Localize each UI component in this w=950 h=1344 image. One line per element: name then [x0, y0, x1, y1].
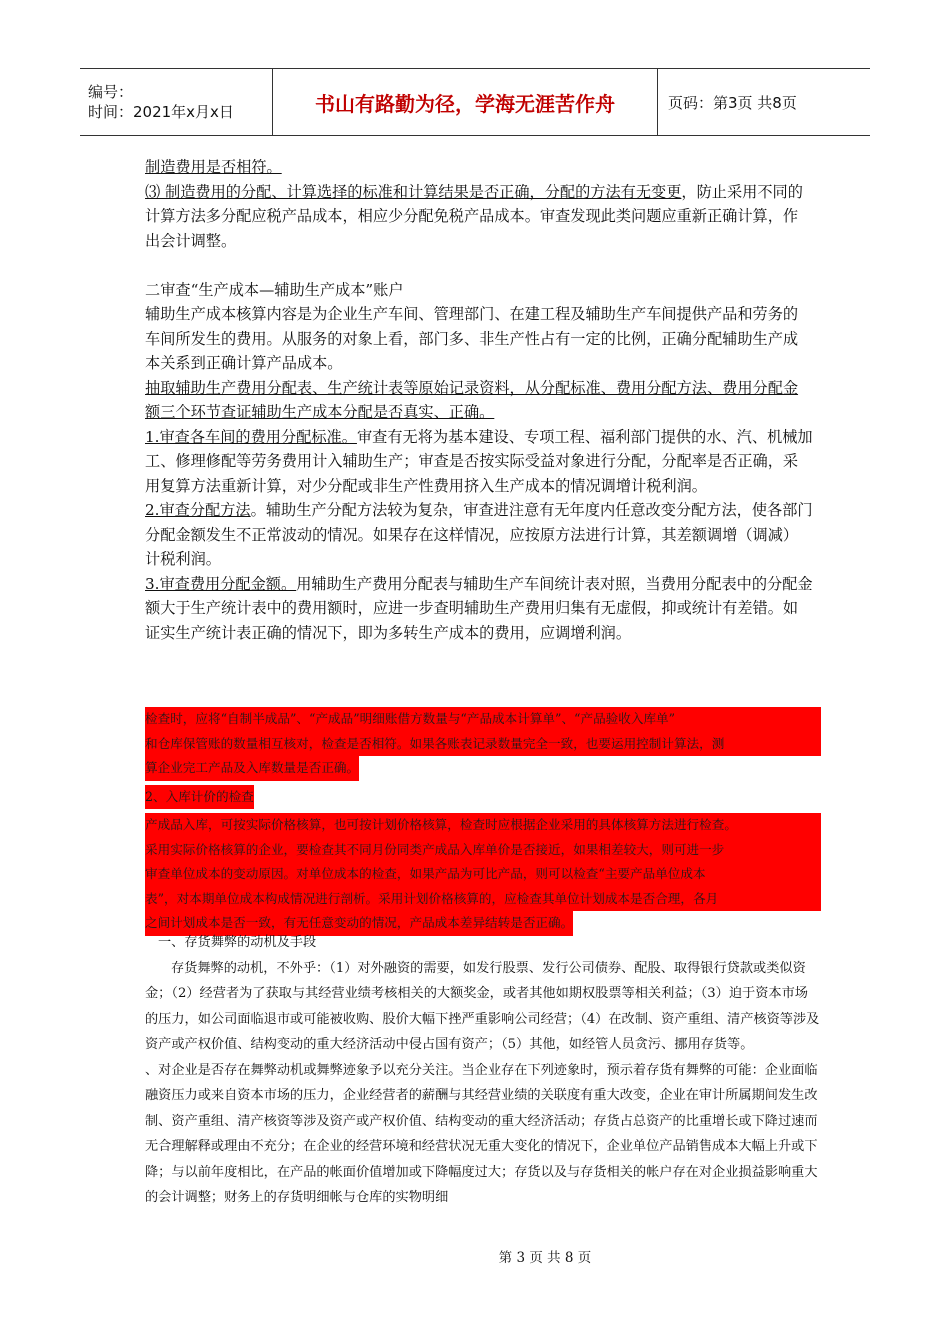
header-meta	[80, 69, 272, 135]
paragraph	[145, 180, 813, 254]
paragraph-text: 用辅助生产费用分配表与辅助生产车间统计表对照，当费用分配表中的分配金额大于生产统计表中的费用额时，应进一步查明辅助生产费用归集有无虚假，抑或统计有差错。如证实生产统计表正确的情况下，即为多转生产成本的费用，应调增利润。	[145, 574, 813, 642]
paragraph	[145, 498, 813, 572]
page-header	[80, 68, 870, 136]
underlined-text: 制造费用是否相符。	[145, 158, 282, 176]
header-motto: 书山有路勤为径，学海无涯苦作舟	[272, 69, 658, 135]
highlighted-line: 和仓库保管账的数量相互核对，检查是否相符。如果各账表记录数量完全一致，也要运用控制计算法，测	[145, 732, 821, 757]
highlighted-line: 产成品入库，可按实际价格核算，也可按计划价格核算，检查时应根据企业采用的具体核算方法进行检查。	[145, 813, 821, 838]
underlined-text: ⑶ 制造费用的分配、计算选择的标准和计算结果是否正确，分配的方法有无变更	[145, 182, 682, 201]
section-heading: 一、存货舞弊的动机及手段	[158, 935, 317, 950]
paragraph: 存货舞弊的动机，不外乎：（1）对外融资的需要，如发行股票、发行公司债券、配股、取得银行贷款或类似资金；（2）经营者为了获取与其经营业绩考核相关的大额奖金，或者其他如期权股票等相关利益；（3）迫于资本市场的压力，如公司面临退市或可能被收购、股价大幅下挫严重影响公司经营；（4）在改制、资产重组、清产核资等涉及资产或产权价值、结构变动的重大经济活动中侵占国有资产；（5）其他，如经管人员贪污、挪用存货等。	[145, 960, 820, 1052]
highlighted-line: 采用实际价格核算的企业，要检查其不同月份同类产成品入库单价是否接近，如果相差较大，则可进一步	[145, 838, 821, 863]
highlighted-line: 检查时，应将“自制半成品”、“产成品”明细账借方数量与“产品成本计算单”、“产品验收入库单”	[145, 707, 821, 732]
blank-line	[145, 253, 813, 278]
highlighted-line: 算企业完工产品及入库数量是否正确。	[145, 756, 359, 781]
document-number-label: 编号：	[88, 83, 134, 101]
header-page-info: 页码：第3页 共8页	[668, 93, 797, 112]
lower-content	[145, 930, 821, 1211]
paragraph: 、对企业是否存在舞弊动机或舞弊迹象予以充分关注。当企业存在下列迹象时，预示着存货有舞弊的可能：企业面临融资压力或来自资本市场的压力，企业经营者的薪酬与其经营业绩的关联度有重大改变，企业在审计所属期间发生改制、资产重组、清产核资等涉及资产或产权价值、结构变动的重大经济活动；存货占总资产的比重增长或下降过速而无合理解释或理由不充分；在企业的经营环境和经营状况无重大变化的情况下，企业单位产品销售成本大幅上升或下降；与以前年度相比，在产品的帐面价值增加或下降幅度过大；存货以及与存货相关的帐户存在对企业损益影响重大的会计调整；财务上的存货明细帐与仓库的实物明细	[145, 1062, 818, 1205]
highlighted-line: 审查单位成本的变动原因。对单位成本的检查，如果产品为可比产品，则可以检查“主要产品单位成本	[145, 862, 821, 887]
section-heading: 二审查“生产成本—辅助生产成本”账户	[145, 280, 404, 299]
highlighted-block	[145, 707, 821, 940]
paragraph-underlined: 抽取辅助生产费用分配表、生产统计表等原始记录资料，从分配标准、费用分配方法、费用分配金额三个环节查证辅助生产成本分配是否真实、正确。	[145, 378, 799, 421]
paragraph	[145, 155, 813, 180]
underlined-text: 2.审查分配方法	[145, 501, 251, 519]
paragraph	[145, 572, 813, 646]
highlighted-line: 表”，对本期单位成本构成情况进行剖析。采用计划价格核算的，应检查其单位计划成本是否合理，各月	[145, 887, 821, 912]
paragraph-text: ，防止采用不同的计算方法多分配应税产品成本，相应少分配免税产品成本。审查发现此类问题应重新正确计算，作出会计调整。	[145, 182, 803, 250]
paragraph-text: 。辅助生产分配方法较为复杂，审查进注意有无年度内任意改变分配方法，使各部门分配金额发生不正常波动的情况。如果存在这样情况，应按原方法进行计算，其差额调增（调减）计税利润。	[145, 501, 813, 568]
paragraph: 辅助生产成本核算内容是为企业生产车间、管理部门、在建工程及辅助生产车间提供产品和劳务的车间所发生的费用。从服务的对象上看，部门多、非生产性占有一定的比例，正确分配辅助生产成本关系到正确计算产品成本。	[145, 305, 799, 372]
main-content	[145, 155, 813, 645]
underlined-text: 3.审查费用分配金额。	[145, 574, 297, 593]
underlined-text: 1.审查各车间的费用分配标准。	[145, 427, 357, 446]
highlighted-line: 之间计划成本是否一致，有无任意变动的情况，产品成本差异结转是否正确。	[145, 911, 573, 936]
paragraph	[145, 425, 813, 499]
paragraph-text: 审查有无将为基本建设、专项工程、福利部门提供的水、汽、机械加工、修理修配等劳务费用计入辅助生产；审查是否按实际受益对象进行分配，分配率是否正确，采用复算方法重新计算，对少分配或非生产性费用挤入生产成本的情况调增计税利润。	[145, 427, 813, 495]
document-date: 时间：2021年x月x日	[88, 103, 234, 121]
page-footer: 第 3 页 共 8 页	[498, 1250, 592, 1266]
highlighted-heading: 2、入库计价的检查	[145, 785, 254, 810]
